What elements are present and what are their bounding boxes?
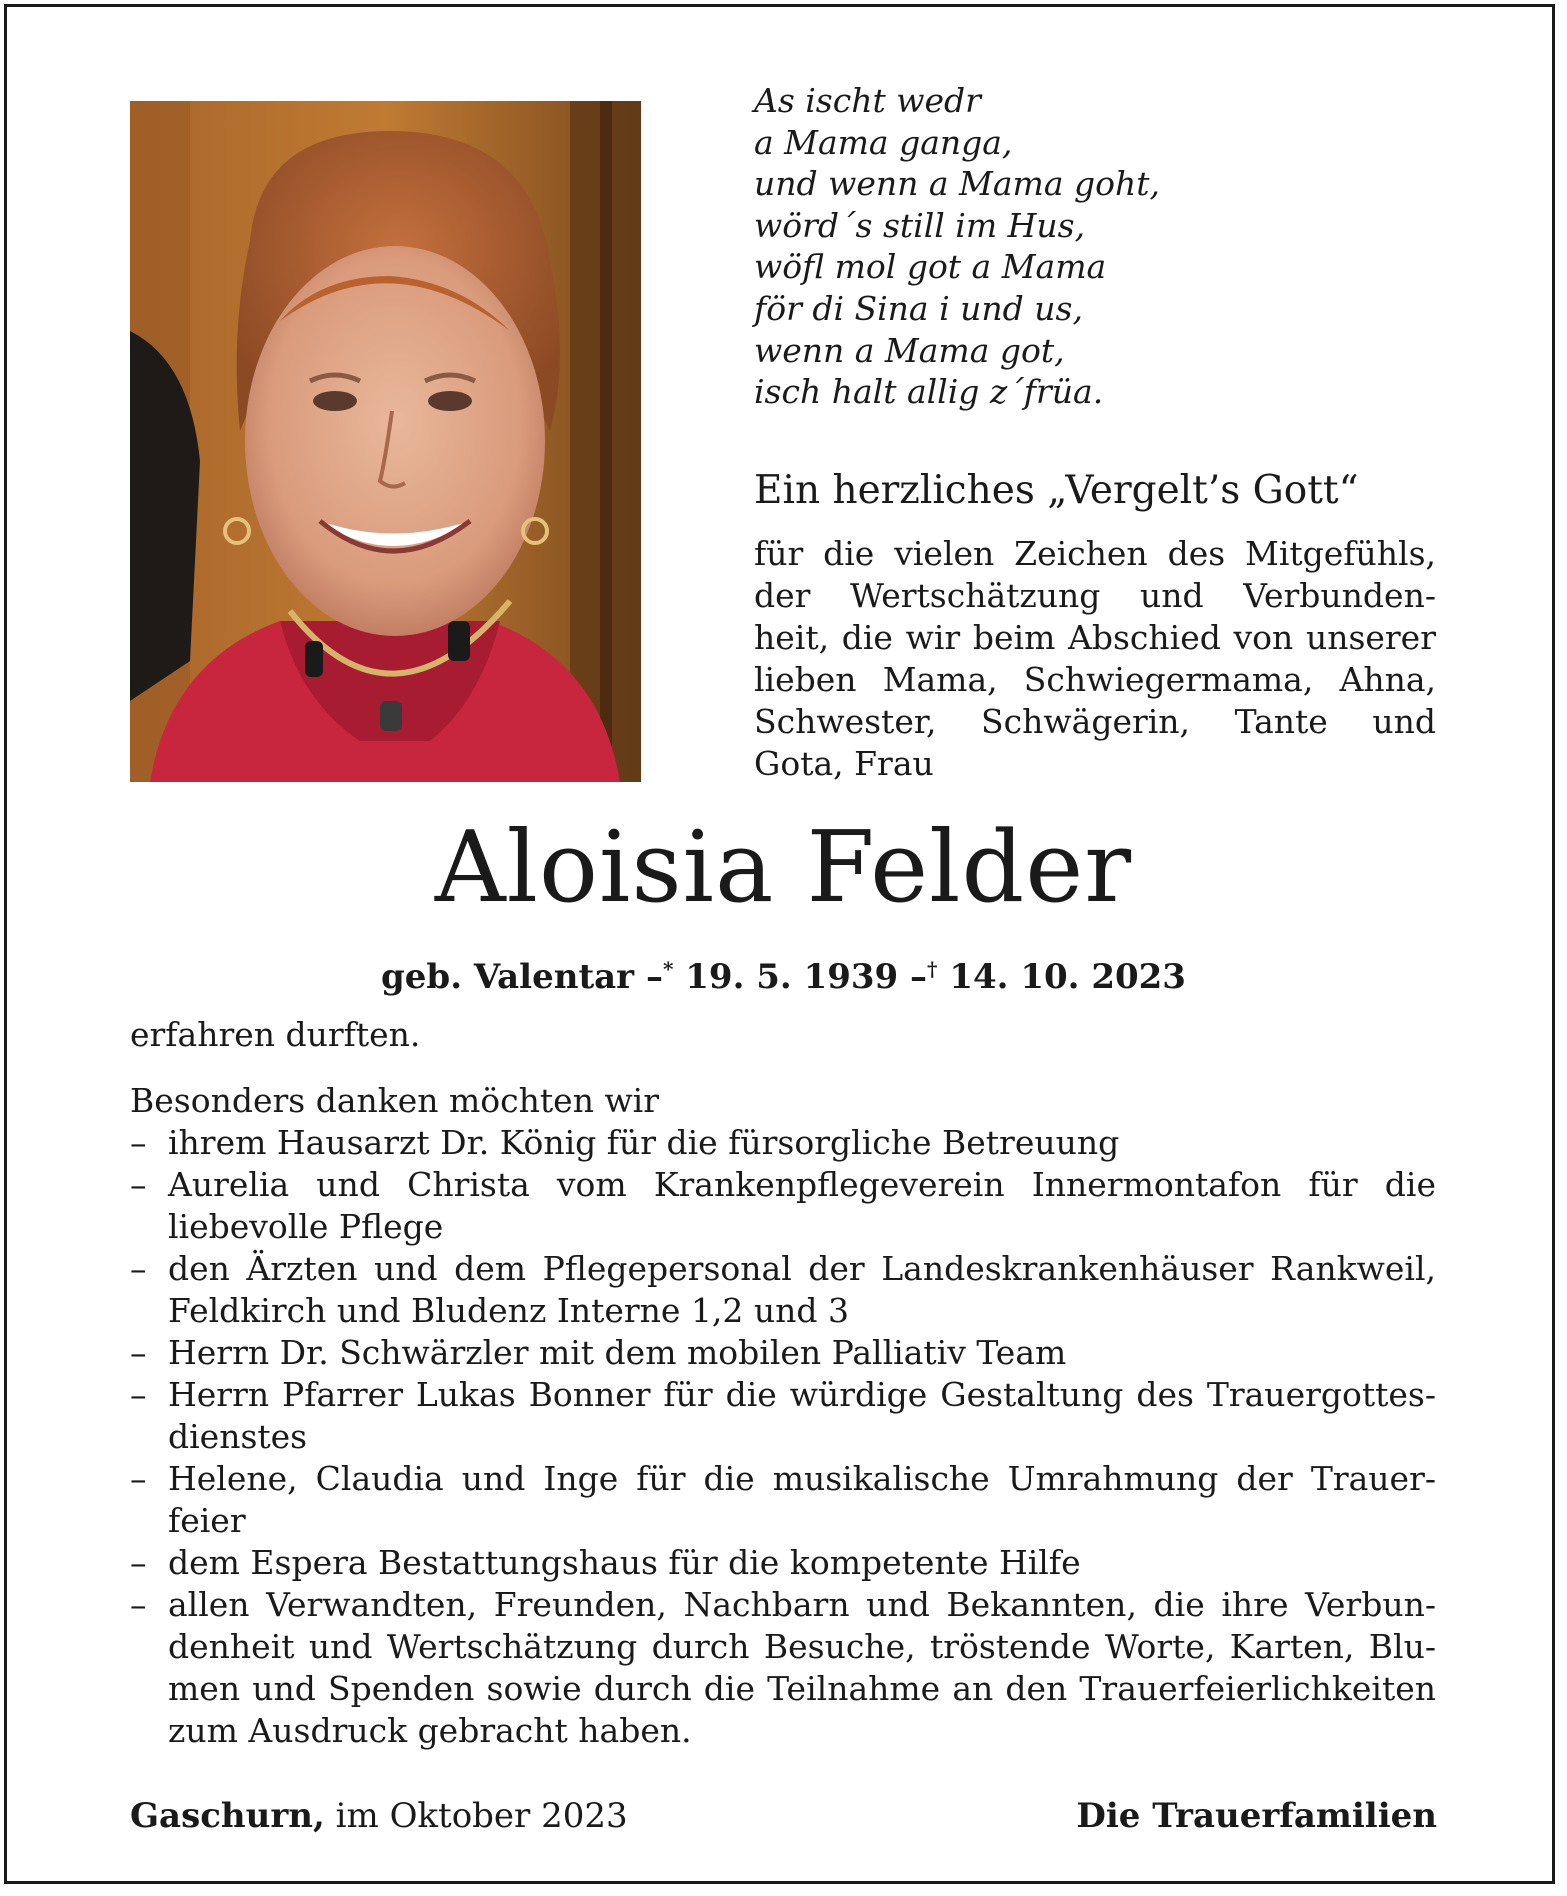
acknowledgements [130,1014,1436,1752]
thanks-line: Schwester, Schwägerin, Tante und [754,702,1436,741]
place-date [130,1795,628,1837]
poem-line: As ischt wedr [754,81,981,120]
intro-text: erfahren durften. [130,1015,421,1054]
poem-line: isch halt allig z´früa. [754,372,1104,412]
poem-line: för di Sina i und us, [754,288,1083,328]
list-item [130,1374,1436,1458]
death-symbol: † [927,957,938,981]
thanks-line: für die vielen Zeichen des Mitgefühls, [754,534,1436,573]
list-item [130,1542,1436,1584]
list-item [130,1122,1436,1164]
list-item-line: zum Ausdruck gebracht haben. [168,1711,692,1750]
list-item-line: feier [168,1501,246,1540]
birth-symbol: * [662,957,674,981]
list-item-line: – Herrn Dr. Schwärzler mit dem mobilen Palliativ Team [168,1333,1067,1372]
list-item-line: – Helene, Claudia und Inge für die musikalische Umrahmung der Trauer- [168,1459,1436,1498]
date: im Oktober 2023 [335,1796,628,1836]
list-item-line: – allen Verwandten, Freunden, Nachbarn und Bekannten, die ihre Verbun- [168,1585,1436,1624]
list-item-line: liebevolle Pflege [168,1207,444,1246]
poem-line: und wenn a Mama goht, [754,164,1160,204]
place: Gaschurn, [130,1796,325,1836]
list-item-line: – Aurelia und Christa vom Krankenpflegeverein Innermontafon für die [168,1165,1436,1204]
maiden-name: geb. Valentar [381,957,635,997]
thanks-heading: Ein herzliches „Vergelt’s Gott“ [754,468,1359,513]
poem-line: wöfl mol got a Mama [754,247,1107,287]
separator: – [645,957,663,997]
list-item [130,1332,1436,1374]
list-item [130,1164,1436,1248]
list-item [130,1584,1436,1752]
thanks-list [130,1122,1436,1752]
deceased-name: Aloisia Felder [434,811,1133,925]
thanks-line: der Wertschätzung und Verbunden- [754,576,1436,615]
signature: Die Trauerfamilien [1076,1796,1437,1836]
list-item [130,1248,1436,1332]
list-item [130,1458,1436,1542]
poem-line: a Mama ganga, [754,122,1013,162]
poem-line: wenn a Mama got, [754,330,1065,370]
poem-line: wörd´s still im Hus, [754,205,1086,245]
poem [754,80,1474,413]
birth-date: 19. 5. 1939 [685,957,899,997]
life-dates [0,944,1567,1002]
list-item-line: – dem Espera Bestattungshaus für die kompetente Hilfe [168,1543,1081,1582]
list-item-line: dienstes [168,1417,308,1456]
thanks-line: lieben Mama, Schwiegermama, Ahna, [754,660,1436,699]
list-item-line: denheit und Wertschätzung durch Besuche, tröstende Worte, Karten, Blu- [168,1627,1436,1666]
list-item-line: Feldkirch und Bludenz Interne 1,2 und 3 [168,1291,850,1330]
death-date: 14. 10. 2023 [949,957,1186,997]
thanks-line: heit, die wir beim Abschied von unserer [754,618,1436,657]
portrait-photo [130,101,641,782]
list-item-line: – ihrem Hausarzt Dr. König für die fürsorgliche Betreuung [168,1123,1120,1162]
list-item-line: men und Spenden sowie durch die Teilnahme an den Trauerfeierlichkeiten [168,1669,1436,1708]
thanks-line: Gota, Frau [754,744,934,783]
separator: – [910,957,928,997]
lead-text: Besonders danken möchten wir [130,1081,660,1120]
list-item-line: – den Ärzten und dem Pflegepersonal der Landeskrankenhäuser Rankweil, [168,1249,1436,1288]
list-item-line: – Herrn Pfarrer Lukas Bonner für die würdige Gestaltung des Trauergottes- [168,1375,1436,1414]
thanks-paragraph [754,533,1436,785]
